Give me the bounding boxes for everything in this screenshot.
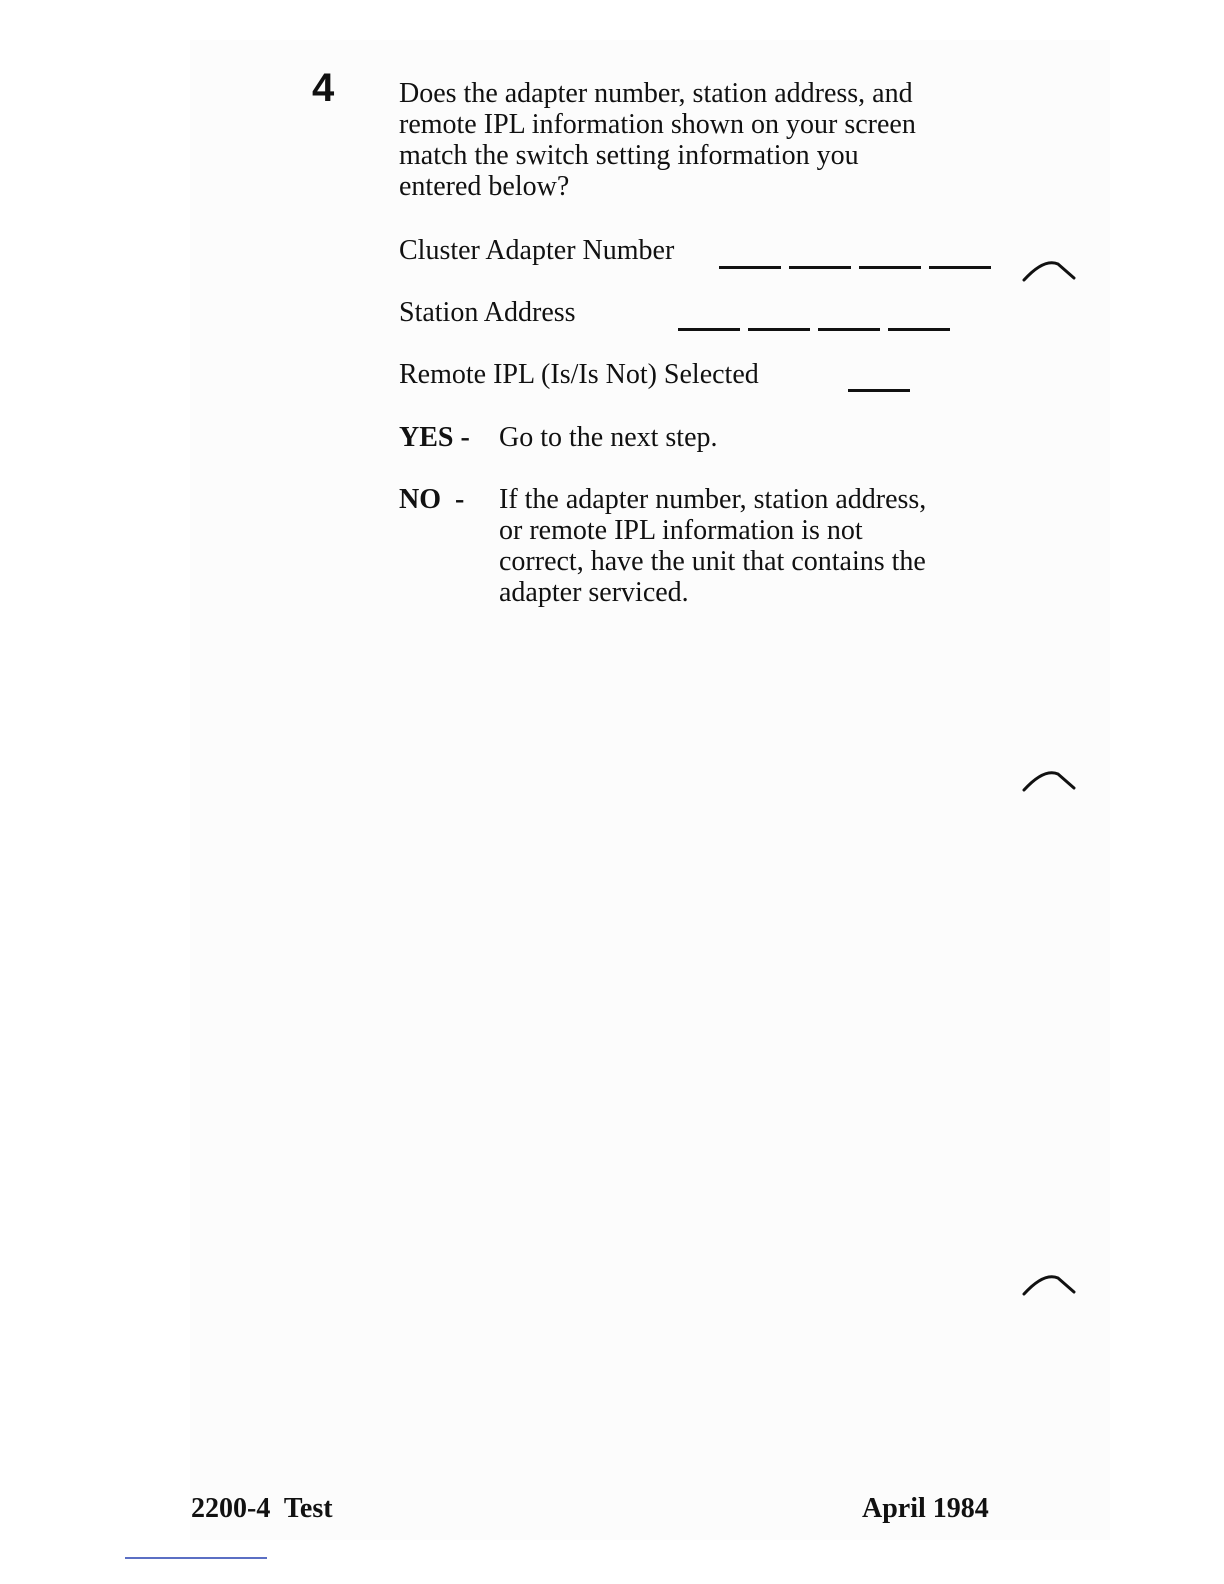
cluster-adapter-number-blank xyxy=(789,266,851,269)
cluster-adapter-number-blank xyxy=(719,266,781,269)
remote-ipl-label: Remote IPL (Is/Is Not) Selected xyxy=(399,359,759,390)
station-address-blank xyxy=(888,328,950,331)
bottom-rule xyxy=(125,1557,267,1559)
step-question: Does the adapter number, station address, and remote IPL information shown on your screen match the switch setting information you entered below? xyxy=(399,78,916,202)
remote-ipl-blanks xyxy=(848,389,910,392)
cluster-adapter-number-blank xyxy=(929,266,991,269)
station-address-blank xyxy=(748,328,810,331)
cluster-adapter-number-blank xyxy=(859,266,921,269)
binder-tab-mark xyxy=(1020,1270,1078,1298)
footer-document-id: 2200-4 Test xyxy=(191,1493,333,1524)
yes-answer-text: Go to the next step. xyxy=(499,422,718,453)
station-address-blank xyxy=(678,328,740,331)
footer-date: April 1984 xyxy=(862,1493,989,1524)
binder-tab-mark xyxy=(1020,766,1078,794)
station-address-blanks xyxy=(678,328,950,331)
cluster-adapter-number-label: Cluster Adapter Number xyxy=(399,235,675,266)
remote-ipl-blank xyxy=(848,389,910,392)
station-address-blank xyxy=(818,328,880,331)
no-answer-key: NO - xyxy=(399,484,465,515)
no-answer-text: If the adapter number, station address, or remote IPL information is not correct, have the unit that contains the adapter serviced. xyxy=(499,484,927,608)
station-address-label: Station Address xyxy=(399,297,576,328)
binder-tab-mark xyxy=(1020,256,1078,284)
step-number: 4 xyxy=(312,66,335,110)
cluster-adapter-number-blanks xyxy=(719,266,991,269)
yes-answer-key: YES - xyxy=(399,422,470,453)
